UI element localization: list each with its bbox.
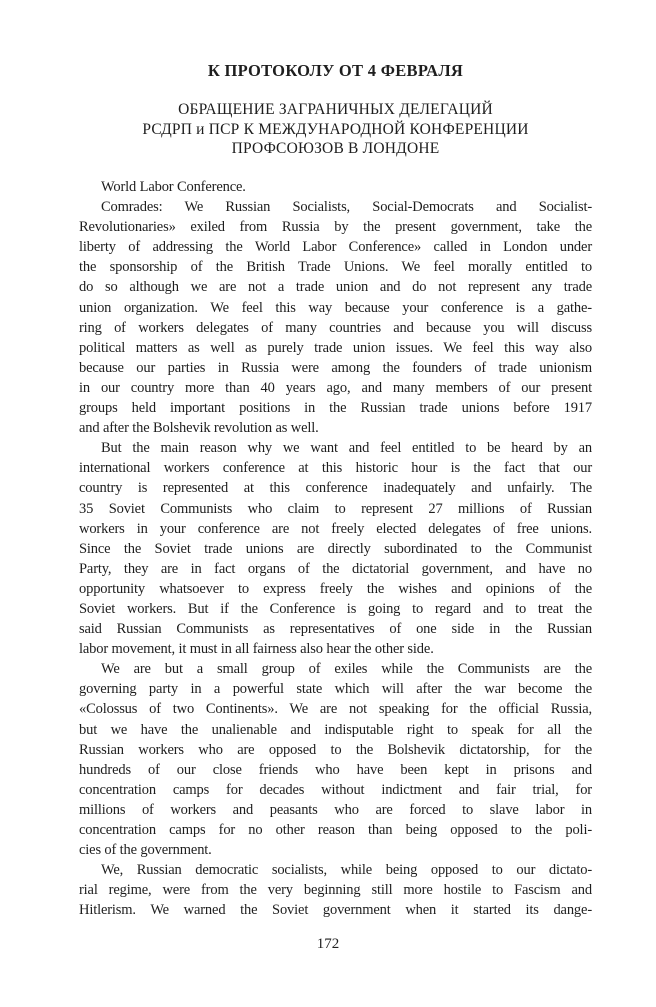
text-line: cies of the government.	[79, 842, 212, 859]
text-line: but we have the unalienable and indisputable right to speak for all the	[79, 721, 592, 738]
text-line: the sponsorship of the British Trade Unions. We feel morally entitled to	[79, 259, 592, 276]
text-line: in our country more than 40 years ago, and many members of our present	[79, 379, 592, 396]
text-line: opportunity whatsoever to express freely the wishes and opinions of the	[79, 580, 592, 597]
text-line: international workers conference at this historic hour is the fact that our	[79, 460, 592, 477]
text-line: Comrades: We Russian Socialists, Social-Democrats and Socialist-	[101, 199, 592, 216]
text-line: World Labor Conference.	[101, 179, 246, 195]
text-line: said Russian Communists as representatives of one side in the Russian	[79, 621, 592, 638]
text-line: We are but a small group of exiles while the Communists are the	[101, 661, 592, 678]
title-line: ПРОФСОЮЗОВ В ЛОНДОНЕ	[231, 140, 440, 158]
text-line: do so although we are not a trade union and do not represent any trade	[79, 279, 592, 296]
text-line: 35 Soviet Communists who claim to represent 27 millions of Russian	[79, 500, 592, 517]
text-line: concentration camps for decades without indictment and fair trial, for	[79, 781, 592, 798]
text-line: Hitlerism. We warned the Soviet government when it started its dange-	[79, 902, 592, 919]
text-line: We, Russian democratic socialists, while being opposed to our dictato-	[101, 862, 592, 879]
text-line: concentration camps for no other reason than being opposed to the poli-	[79, 822, 592, 838]
page-number: 172	[316, 936, 340, 952]
text-line: «Colossus of two Continents». We are not speaking for the official Russia,	[79, 701, 592, 718]
text-line: millions of workers and peasants who are forced to slave labor in	[79, 801, 592, 818]
text-line: workers in your conference are not freely elected delegates of free unions.	[79, 520, 592, 537]
text-line: political matters as well as purely trade union issues. We feel this way also	[79, 339, 592, 356]
text-line: ring of workers delegates of many countries and because you will discuss	[79, 319, 592, 336]
document-title	[64, 100, 607, 159]
title-line: ОБРАЩЕНИЕ ЗАГРАНИЧНЫХ ДЕЛЕГАЦИЙ	[178, 101, 493, 118]
protocol-heading: К ПРОТОКОЛУ ОТ 4 ФЕВРАЛЯ	[207, 61, 464, 80]
text-line: But the main reason why we want and feel entitled to be heard by an	[101, 440, 592, 457]
text-line: rial regime, were from the very beginning still more hostile to Fascism and	[79, 882, 592, 899]
text-line: groups held important positions in the Russian trade unions before 1917	[79, 400, 592, 417]
text-line: liberty of addressing the World Labor Conference» called in London under	[79, 239, 592, 256]
text-line: governing party in a powerful state which will after the war become the	[79, 681, 592, 698]
title-line: РСДРП и ПСР К МЕЖДУНАРОДНОЙ КОНФЕРЕНЦИИ	[142, 120, 529, 138]
text-line: Russian workers who are opposed to the Bolshevik dictatorship, for the	[79, 741, 592, 758]
body-text	[79, 177, 592, 920]
text-line: Since the Soviet trade unions are directly subordinated to the Communist	[79, 540, 592, 557]
text-line: because our parties in Russia were among the founders of trade unionism	[79, 359, 592, 376]
text-line: Revolutionaries» exiled from Russia by the present government, take the	[79, 219, 592, 236]
text-line: Soviet workers. But if the Conference is going to regard and to treat the	[79, 600, 592, 617]
text-line: union organization. We feel this way because your conference is a gathe-	[79, 299, 592, 316]
text-line: labor movement, it must in all fairness also hear the other side.	[79, 641, 434, 658]
text-line: hundreds of our close friends who have been kept in prisons and	[79, 761, 592, 778]
text-line: Party, they are in fact organs of the dictatorial government, and have no	[79, 560, 592, 577]
text-line: country is represented at this conference inadequately and unfairly. The	[79, 480, 592, 497]
text-line: and after the Bolshevik revolution as well.	[79, 420, 319, 437]
